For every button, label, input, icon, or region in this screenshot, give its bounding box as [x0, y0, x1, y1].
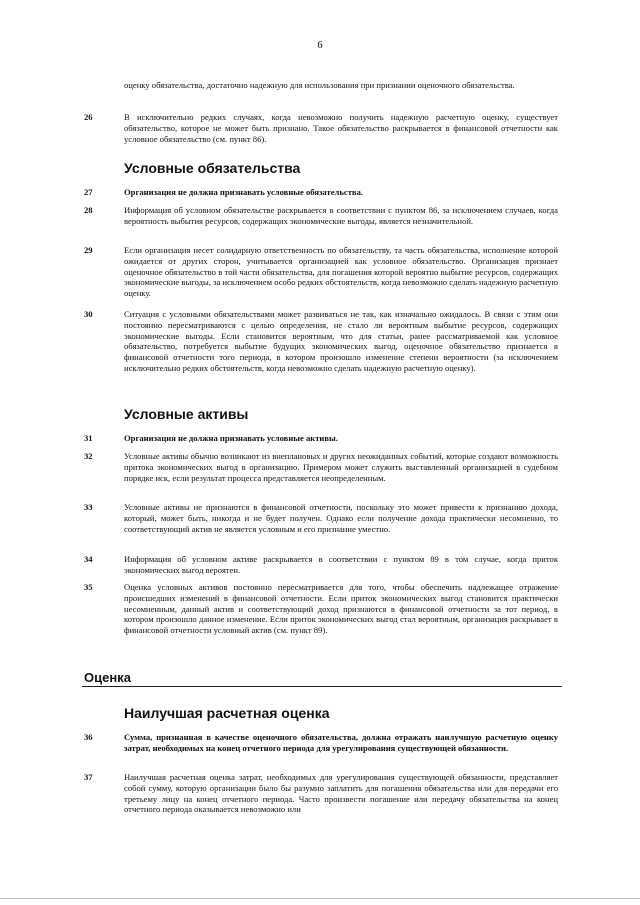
paragraph-number-29: 29: [84, 245, 93, 255]
paragraph-37: Наилучшая расчетная оценка затрат, необходимых для урегулирования существующей обязанности, представляет собой сумму, которую организации было бы разумно заплатить для погашения обязательства или для передачи его третьему лицу на конец отчетного периода. Часто произвести погашение или передачу обязательства на конец отчетного периода оказывается невозможно или: [124, 772, 558, 815]
paragraph-number-28: 28: [84, 205, 93, 215]
heading-best-estimate: Наилучшая расчетная оценка: [124, 705, 330, 721]
paragraph-27: Организация не должна признавать условные обязательства.: [124, 187, 364, 197]
paragraph-30: Ситуация с условными обязательствами может развиваться не так, как изначально ожидалось. В связи с этим они постоянно пересматриваются с целью определения, не стало ли вероятным выбытие ресурсов, содержащих экономические выгоды. Если становится вероятным, что для статьи, ранее рассматриваемой как условное обязательство, потребуется выбытие будущих экономических выгод, оценочное обязательство признается в финансовой отчетности того периода, в котором произошло изменение степени вероятности (за исключением исключительно редких обстоятельств, когда невозможно сделать надежную расчетную оценку).: [124, 309, 558, 373]
paragraph-34: Информация об условном активе раскрывается в соответствии с пунктом 89 в том случае, когда приток экономических выгод вероятен.: [124, 554, 558, 575]
heading-contingent-assets: Условные активы: [124, 406, 249, 422]
heading-contingent-liabilities: Условные обязательства: [124, 160, 301, 176]
paragraph-number-35: 35: [84, 582, 93, 592]
paragraph-number-31: 31: [84, 433, 93, 443]
paragraph-28: Информация об условном обязательстве раскрывается в соответствии с пунктом 86, за исключением случаев, когда вероятность выбытия ресурсов, содержащих экономические выгоды, является незначительной.: [124, 205, 558, 226]
paragraph-number-27: 27: [84, 187, 93, 197]
section-heading-measurement: Оценка: [84, 670, 131, 685]
paragraph-26: В исключительно редких случаях, когда невозможно получить надежную расчетную оценку, существует обязательство, которое не может быть признано. Такое обязательство раскрывается в финансовой отчетности как условное обязательство (см. пункт 86).: [124, 112, 558, 144]
paragraph-33: Условные активы не признаются в финансовой отчетности, поскольку это может привести к признанию дохода, который, может быть, никогда и не будет получен. Однако если получение дохода практически несомненно, то соответствующий актив не является условным и его признание уместно.: [124, 502, 558, 534]
paragraph-36: Сумма, признанная в качестве оценочного обязательства, должна отражать наилучшую расчетную оценку затрат, необходимых на конец отчетного периода для урегулирования существующей обязанности.: [124, 732, 558, 753]
paragraph-number-34: 34: [84, 554, 93, 564]
paragraph-number-32: 32: [84, 451, 93, 461]
paragraph-31: Организация не должна признавать условные активы.: [124, 433, 338, 443]
section-divider: [82, 686, 562, 687]
paragraph-25-continuation: оценку обязательства, достаточно надежную для использования при признании оценочного обязательства.: [124, 80, 515, 90]
paragraph-29: Если организация несет солидарную ответственность по обязательству, та часть обязательства, исполнение которой ожидается от других сторон, учитывается организацией как условное обязательство. Организация признает оценочное обязательство в той части обязательства, для погашения которой вероятно выбытие ресурсов, содержащих экономические выгоды, за исключением особо редких обстоятельств, когда невозможно сделать надежную расчетную оценку.: [124, 245, 558, 299]
paragraph-number-37: 37: [84, 772, 93, 782]
paragraph-35: Оценка условных активов постоянно пересматривается для того, чтобы обеспечить надлежащее отражение происшедших изменений в финансовой отчетности. Если приток экономических выгод становится практически несомненным, данный актив и соответствующий доход признаются в финансовой отчетности за тот период, в котором произошло данное изменение. Если приток экономических выгод стал вероятным, организация раскрывает в финансовой отчетности условный актив (см. пункт 89).: [124, 582, 558, 636]
paragraph-number-26: 26: [84, 112, 93, 122]
paragraph-number-30: 30: [84, 309, 93, 319]
paragraph-number-33: 33: [84, 502, 93, 512]
page-number: 6: [317, 40, 323, 51]
paragraph-number-36: 36: [84, 732, 93, 742]
page-bottom-edge: [0, 898, 640, 899]
paragraph-32: Условные активы обычно возникают из внеплановых и других неожиданных событий, которые создают возможность притока экономических выгод в организацию. Примером может служить выставленный организацией в судебном порядке иск, если результат процесса представляется неопределенным.: [124, 451, 558, 483]
